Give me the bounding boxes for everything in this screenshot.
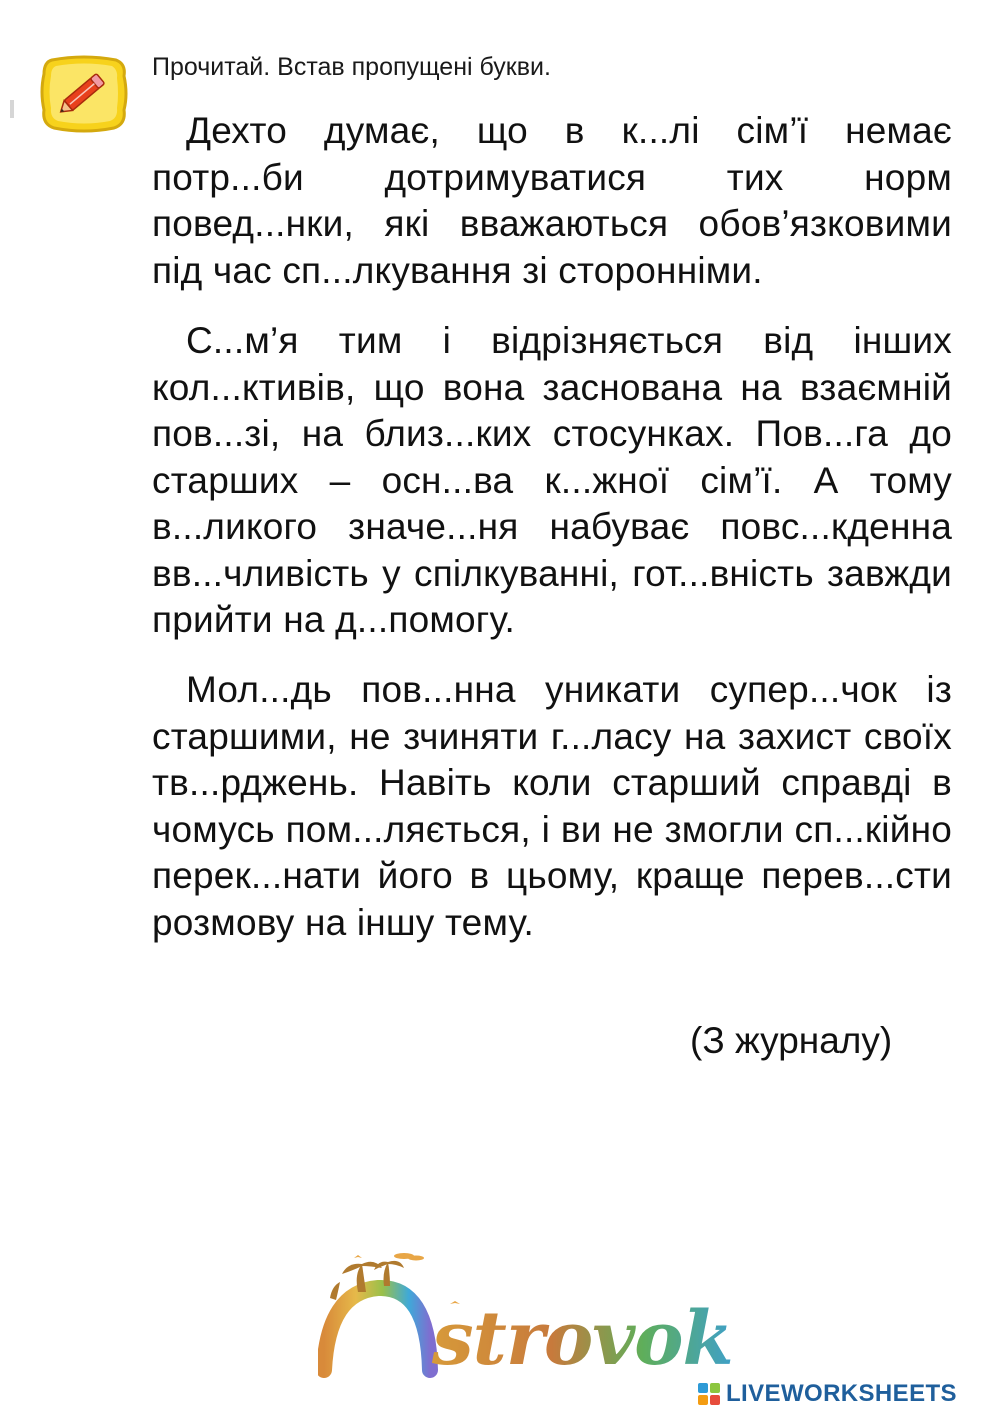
svg-text:strovok: strovok	[432, 1296, 733, 1382]
page-edge-mark	[10, 100, 14, 118]
paragraph-3-block	[152, 667, 952, 946]
paragraph-2-block	[152, 318, 952, 644]
liveworksheets-wordmark: LIVEWORKSHEETS	[726, 1380, 957, 1407]
paragraph-3: Мол...дь пов...нна уникати супер...чок із старшими, не зчиняти г...ласу на захист своїх тв...рджень. Навіть коли старший справді в чомусь пом...ляється, і ви не змогли сп...кійно перек...нати його в цьому, краще перев...сти розмову на іншу тему.	[152, 669, 952, 943]
liveworksheets-logo	[698, 1381, 957, 1407]
paragraph-1: Дехто думає, що в к...лі сім’ї немає потр...би дотримуватися тих норм повед...нки, які вважаються обов’язковими під час сп...лкування зі сторонніми.	[152, 110, 952, 291]
ostrovok-logo	[318, 1252, 758, 1384]
pencil-icon	[40, 52, 128, 134]
paragraph-2: С...м’я тим і відрізняється від інших кол...ктивів, що вона заснована на взаємній пов...зі, на близ...ких стосунках. Пов...га до старших – осн...ва к...жної сім’ї. А тому в...ликого значе...ня набуває повс...кденна вв...чливість у спілкуванні, гот...вність завжди прийти на д...помогу.	[152, 320, 952, 640]
liveworksheets-icon	[698, 1383, 720, 1405]
instruction-text: Прочитай. Встав пропущені букви.	[152, 53, 551, 81]
source-citation: (З журналу)	[690, 1020, 893, 1061]
paragraph-1-block	[152, 108, 952, 294]
